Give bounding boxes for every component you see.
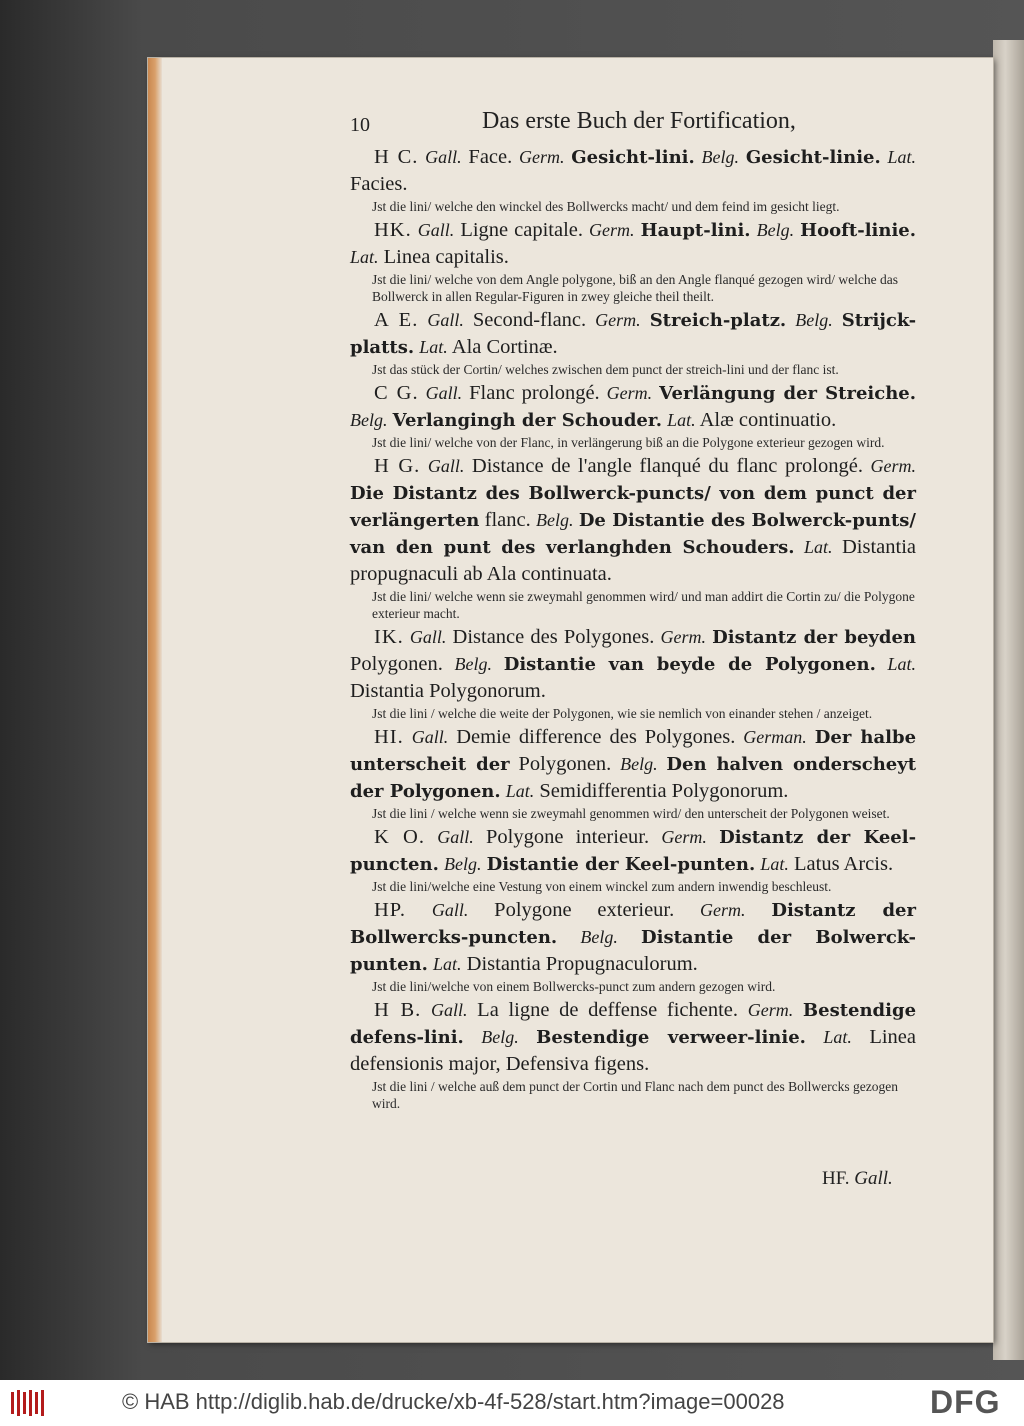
language-label: Lat. — [823, 1027, 852, 1047]
language-label: Belg. — [454, 654, 493, 674]
glossary-entry — [350, 624, 916, 722]
entry-definition: Jst die lini/ welche wenn sie zweymahl genommen wird/ und man addirt die Cortin zu/ die Polygone exterieur macht. — [372, 589, 915, 621]
term-text: Second-flanc. — [472, 309, 587, 331]
entry-definition: Jst die lini / welche die weite der Polygonen, wie sie nemlich von einander stehen / anzeiget. — [372, 706, 873, 721]
glossary-entry — [350, 453, 916, 622]
page-number: 10 — [350, 114, 370, 136]
next-page-edge — [993, 40, 1024, 1360]
entry-definition: Jst die lini/ welche von der Flanc, in verlängerung biß an die Polygone exterieur gezogen wird. — [372, 435, 885, 450]
page-binding-edge — [148, 58, 162, 1342]
german-term: Gesicht-lini. — [571, 147, 695, 168]
german-term: Haupt-lini. — [640, 220, 751, 241]
language-label: Germ. — [606, 383, 653, 403]
term-text: Face. — [468, 146, 513, 168]
dutch-term: Hooft-linie. — [800, 220, 917, 241]
term-text: Distantia Polygonorum. — [350, 680, 546, 702]
term-text: Semidifferentia Polygonorum. — [539, 780, 789, 802]
language-label: Germ. — [661, 827, 707, 847]
dutch-term: Verlangingh der Schouder. — [392, 410, 662, 431]
catchword-label: Gall. — [854, 1168, 893, 1189]
term-text: Distantia Propugnaculorum. — [466, 953, 698, 975]
language-label: Gall. — [427, 456, 465, 476]
language-label: Gall. — [425, 383, 463, 403]
language-label: Germ. — [870, 456, 916, 476]
glossary-entry — [350, 307, 916, 378]
dutch-term: Gesicht-linie. — [745, 147, 881, 168]
term-text: Polygonen. — [350, 653, 443, 675]
language-label: Germ. — [589, 220, 635, 240]
language-label: Lat. — [887, 147, 917, 167]
language-label: Gall. — [411, 727, 449, 747]
language-label: Belg. — [795, 310, 833, 330]
glossary-entry — [350, 997, 916, 1112]
hab-logo-icon — [8, 1388, 46, 1418]
entry-terms — [350, 453, 916, 588]
glossary-entries — [350, 144, 916, 1196]
term-text: Distantia propugnaculi ab Ala continuata. — [350, 536, 917, 585]
entry-terms — [350, 724, 916, 805]
language-label: Belg. — [620, 754, 658, 774]
term-text: Linea capitalis. — [383, 246, 509, 268]
language-label: Gall. — [437, 827, 474, 847]
term-text: Distance de l'angle flanqué du flanc prolongé. — [471, 455, 863, 477]
dutch-term: De Distantie des Bolwerck-punts/ van den punt des verlanghden Schouders. — [350, 510, 916, 558]
glossary-entry — [350, 897, 916, 995]
entry-terms — [350, 380, 916, 434]
term-text: La ligne de deffense fichente. — [477, 999, 739, 1021]
german-term: Der halbe unterscheit der — [350, 727, 917, 775]
term-text: Polygonen. — [518, 753, 612, 775]
language-label: Lat. — [887, 654, 917, 674]
running-title: Das erste Buch der Fortification, — [482, 108, 796, 134]
entry-code: H B. — [374, 999, 422, 1021]
language-label: German. — [743, 727, 807, 747]
page-header — [350, 108, 850, 142]
dutch-term: Strijck-platts. — [350, 310, 917, 358]
entry-terms — [350, 997, 916, 1078]
term-text: Facies. — [350, 173, 408, 195]
entry-code: A E. — [374, 309, 419, 331]
glossary-entry — [350, 724, 916, 822]
entry-code: HK. — [374, 219, 412, 241]
term-text: Alæ continuatio. — [699, 409, 837, 431]
language-label: Germ. — [519, 147, 565, 167]
entry-definition: Jst die lini / welche auß dem punct der Cortin und Flanc nach dem punct des Bollwercks gezogen wird. — [372, 1079, 898, 1111]
language-label: Gall. — [430, 1000, 468, 1020]
term-text: Distance des Polygones. — [452, 626, 655, 648]
language-label: Gall. — [431, 900, 469, 920]
entry-code: H G. — [374, 455, 421, 477]
language-label: Belg. — [580, 927, 618, 947]
glossary-entry — [350, 217, 916, 305]
term-text: Linea defensionis major, Defensiva figens. — [350, 1026, 916, 1075]
term-text: Latus Arcis. — [794, 853, 894, 875]
entry-terms — [350, 217, 916, 271]
language-label: Belg. — [701, 147, 740, 167]
glossary-entry — [350, 380, 916, 451]
entry-code: IK. — [374, 626, 404, 648]
language-label: Germ. — [747, 1000, 794, 1020]
entry-code: K O. — [374, 826, 425, 848]
language-label: Belg. — [443, 854, 482, 874]
term-text: Polygone exterieur. — [494, 899, 675, 921]
language-label: Lat. — [667, 410, 696, 430]
language-label: Lat. — [505, 781, 535, 801]
catchword — [822, 1168, 893, 1190]
entry-definition: Jst die lini/ welche von dem Angle polygone, biß an den Angle flanqué gezogen wird/ welche das Bollwerck in allen Regular-Figuren in zwey gleiche theil theilt. — [372, 272, 898, 304]
term-text: Flanc prolongé. — [469, 382, 600, 404]
language-label: Gall. — [427, 310, 464, 330]
language-label: Lat. — [804, 537, 833, 557]
language-label: Lat. — [433, 954, 462, 974]
language-label: Belg. — [350, 410, 388, 430]
language-label: Gall. — [425, 147, 462, 167]
term-text: Demie difference des Polygones. — [456, 726, 736, 748]
entry-terms — [350, 824, 916, 878]
entry-terms — [350, 307, 916, 361]
dutch-term: Den halven onderscheyt der Polygonen. — [350, 754, 917, 802]
entry-definition: Jst die lini/welche eine Vestung von einem winckel zum andern inwendig beschleust. — [372, 879, 832, 894]
language-label: Belg. — [756, 220, 795, 240]
glossary-entry — [350, 144, 916, 215]
dutch-term: Bestendige verweer-linie. — [536, 1027, 806, 1048]
german-term: Distantz der Bollwercks-puncten. — [350, 900, 916, 948]
german-term: Bestendige defens-lini. — [350, 1000, 917, 1048]
glossary-entry — [350, 824, 916, 895]
language-label: Gall. — [409, 627, 447, 647]
source-credit-link[interactable]: © HAB http://diglib.hab.de/drucke/xb-4f-528/start.htm?image=00028 — [122, 1389, 785, 1414]
entry-code: HI. — [374, 726, 404, 748]
german-term: Verlängung der Streiche. — [659, 383, 917, 404]
footer-bar — [0, 1380, 1024, 1426]
dfg-logo: DFG — [930, 1384, 1001, 1420]
language-label: Gall. — [417, 220, 455, 240]
term-text: Ala Cortinæ. — [451, 336, 558, 358]
language-label: Belg. — [536, 510, 574, 530]
language-label: Lat. — [419, 337, 448, 357]
entry-definition: Jst die lini / welche wenn sie zweymahl genommen wird/ den unterscheit der Polygonen weiset. — [372, 806, 890, 821]
entry-definition: Jst die lini/welche von einem Bollwercks-punct zum andern gezogen wird. — [372, 979, 776, 994]
german-term: Die Distantz des Bollwerck-puncts/ von dem punct der verlängerten — [350, 483, 916, 531]
entry-code: H C. — [374, 146, 419, 168]
language-label: Germ. — [660, 627, 707, 647]
language-label: Belg. — [481, 1027, 519, 1047]
language-label: Lat. — [760, 854, 789, 874]
dutch-term: Distantie der Bolwerck-punten. — [350, 927, 917, 975]
german-term: Distantz der beyden — [712, 627, 916, 648]
language-label: Germ. — [595, 310, 641, 330]
entry-terms — [350, 897, 916, 978]
dutch-term: Distantie van beyde de Polygonen. — [503, 654, 876, 675]
language-label: Lat. — [350, 247, 379, 267]
catchword-code: HF. — [822, 1168, 850, 1189]
entry-terms — [350, 144, 916, 198]
dutch-term: Distantie der Keel-punten. — [486, 854, 756, 875]
language-label: Germ. — [700, 900, 746, 920]
term-text: Polygone interieur. — [486, 826, 650, 848]
entry-code: C G. — [374, 382, 419, 404]
entry-definition: Jst das stück der Cortin/ welches zwischen dem punct der streich-lini und der flanc ist. — [372, 362, 839, 377]
term-text: Ligne capitale. — [460, 219, 584, 241]
term-text: flanc. — [484, 509, 531, 531]
entry-code: HP. — [374, 899, 407, 921]
entry-terms — [350, 624, 916, 705]
german-term: Streich-platz. — [649, 310, 787, 331]
entry-definition: Jst die lini/ welche den winckel des Bollwercks macht/ und dem feind im gesicht liegt. — [372, 199, 840, 214]
german-term: Distantz der Keel-puncten. — [350, 827, 917, 875]
